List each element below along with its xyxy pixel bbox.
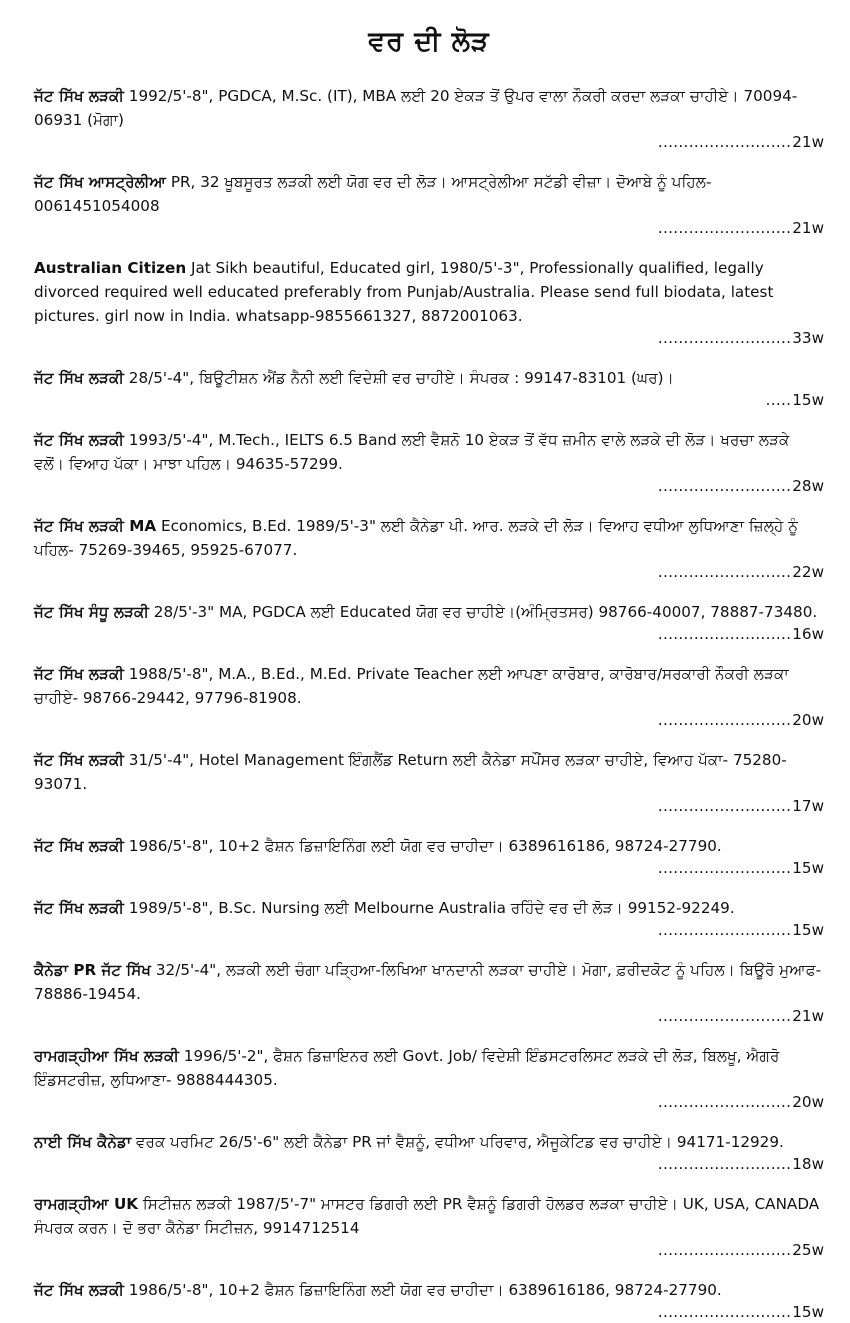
ad-text xyxy=(34,1130,824,1154)
ad-reference xyxy=(34,1006,824,1027)
ad-reference xyxy=(34,476,824,497)
ad-body: 28/5'-4", ਬਿਊਟੀਸ਼ਨ ਐਂਡ ਨੈਨੀ ਲਈ ਵਿਦੇਸ਼ੀ ਵਰ ਚਾਹੀਏ। ਸੰਪਰਕ : 99147-83101 (ਘਰ)। xyxy=(123,369,674,387)
ad-reference xyxy=(34,562,824,583)
ad-text xyxy=(34,834,824,858)
ad-listing xyxy=(34,1278,824,1323)
ad-body: ਵਰਕ ਪਰਮਿਟ 26/5'-6" ਲਈ ਕੈਨੇਡਾ PR ਜਾਂ ਵੈਸ਼ਨੂੰ, ਵਧੀਆ ਪਰਿਵਾਰ, ਐਜੂਕੇਟਿਡ ਵਰ ਚਾਹੀਏ। 94171-12929. xyxy=(131,1133,784,1151)
ad-word-count: 15w xyxy=(792,1303,824,1321)
ad-reference xyxy=(34,858,824,879)
ad-text xyxy=(34,170,824,218)
ad-listing xyxy=(34,834,824,879)
ad-word-count: 15w xyxy=(792,921,824,939)
ad-text xyxy=(34,958,824,1006)
ad-lead: ਜੱਟ ਸਿੱਖ ਲੜਕੀ xyxy=(34,87,124,105)
ad-reference xyxy=(34,1154,824,1175)
ad-lead: ਜੱਟ ਸਿੱਖ ਲੜਕੀ xyxy=(34,369,124,387)
ad-word-count: 21w xyxy=(792,1007,824,1025)
ad-leader-dots: .......................... xyxy=(657,329,792,347)
ad-lead: ਜੱਟ ਸਿੱਖ ਲੜਕੀ xyxy=(34,837,124,855)
ad-listing xyxy=(34,1044,824,1113)
ad-body: 31/5'-4", Hotel Management ਇੰਗਲੈਂਡ Return ਲਈ ਕੈਨੇਡਾ ਸਪੌਂਸਰ ਲੜਕਾ ਚਾਹੀਏ, ਵਿਆਹ ਪੱਕਾ- 75280-93071. xyxy=(34,751,787,793)
ad-lead: ਕੈਨੇਡਾ PR ਜੱਟ ਸਿੱਖ xyxy=(34,961,152,979)
ad-body: 1988/5'-8", M.A., B.Ed., M.Ed. Private Teacher ਲਈ ਆਪਣਾ ਕਾਰੋਬਾਰ, ਕਾਰੋਬਾਰ/ਸਰਕਾਰੀ ਨੌਕਰੀ ਲੜਕਾ ਚਾਹੀਏ- 98766-29442, 97796-81908. xyxy=(34,665,789,707)
ad-leader-dots: .......................... xyxy=(657,711,792,729)
ad-listing xyxy=(34,662,824,731)
ad-reference xyxy=(34,710,824,731)
ads-list xyxy=(34,84,824,1323)
ad-text xyxy=(34,514,824,562)
ad-reference xyxy=(34,390,824,411)
ad-listing xyxy=(34,170,824,239)
ad-word-count: 20w xyxy=(792,711,824,729)
ad-leader-dots: .......................... xyxy=(657,921,792,939)
ad-body: 1996/5'-2", ਫੈਸ਼ਨ ਡਿਜ਼ਾਇਨਰ ਲਈ Govt. Job/ ਵਿਦੇਸ਼ੀ ਇੰਡਸਟਰਲਿਸਟ ਲੜਕੇ ਦੀ ਲੋੜ, ਬਿਲਖੂ, ਐਗਰੋ ਇੰਡਸਟਰੀਜ਼, ਲੁਧਿਆਣਾ- 9888444305. xyxy=(34,1047,780,1089)
ad-listing xyxy=(34,1130,824,1175)
ad-body: 28/5'-3" MA, PGDCA ਲਈ Educated ਯੋਗ ਵਰ ਚਾਹੀਏ।(ਅੰਮ੍ਰਿਤਸਰ) 98766-40007, 78887-73480. xyxy=(148,603,818,621)
ad-lead: ਜੱਟ ਸਿੱਖ ਸੰਧੂ ਲੜਕੀ xyxy=(34,603,149,621)
ad-word-count: 21w xyxy=(792,133,824,151)
ad-leader-dots: .......................... xyxy=(657,797,792,815)
ad-text xyxy=(34,748,824,796)
ad-leader-dots: .......................... xyxy=(657,1241,792,1259)
page-title: ਵਰ ਦੀ ਲੋੜ xyxy=(368,26,490,57)
ad-lead: ਜੱਟ ਸਿੱਖ ਲੜਕੀ xyxy=(34,431,124,449)
ad-text xyxy=(34,896,824,920)
ad-leader-dots: .......................... xyxy=(657,1007,792,1025)
ad-word-count: 33w xyxy=(792,329,824,347)
ad-word-count: 20w xyxy=(792,1093,824,1111)
ad-text xyxy=(34,1278,824,1302)
ad-text xyxy=(34,1192,824,1240)
ad-text xyxy=(34,256,824,328)
ad-leader-dots: .......................... xyxy=(657,859,792,877)
ad-lead: ਜੱਟ ਸਿੱਖ ਲੜਕੀ xyxy=(34,665,124,683)
ad-listing xyxy=(34,600,824,645)
ad-leader-dots: ..... xyxy=(765,391,792,409)
ad-reference xyxy=(34,328,824,349)
ad-reference xyxy=(34,920,824,941)
ad-lead: Australian Citizen xyxy=(34,259,187,277)
ad-text xyxy=(34,428,824,476)
ad-reference xyxy=(34,1092,824,1113)
ad-text xyxy=(34,662,824,710)
ad-body: 1993/5'-4", M.Tech., IELTS 6.5 Band ਲਈ ਵੈਸ਼ਨੋ 10 ਏਕੜ ਤੋਂ ਵੱਧ ਜ਼ਮੀਨ ਵਾਲੇ ਲੜਕੇ ਦੀ ਲੋੜ। ਖਰਚਾ ਲੜਕੇ ਵਲੋਂ। ਵਿਆਹ ਪੱਕਾ। ਮਾਝਾ ਪਹਿਲ। 94635-57299. xyxy=(34,431,790,473)
ad-word-count: 15w xyxy=(792,859,824,877)
ad-leader-dots: .......................... xyxy=(657,477,792,495)
ad-listing xyxy=(34,428,824,497)
ad-lead: ਜੱਟ ਸਿੱਖ ਆਸਟ੍ਰੇਲੀਆ xyxy=(34,173,167,191)
ad-listing xyxy=(34,1192,824,1261)
ad-listing xyxy=(34,366,824,411)
ad-lead: ਜੱਟ ਸਿੱਖ ਲੜਕੀ xyxy=(34,751,124,769)
ad-word-count: 15w xyxy=(792,391,824,409)
ad-listing xyxy=(34,748,824,817)
ad-reference xyxy=(34,796,824,817)
ad-listing xyxy=(34,896,824,941)
ad-lead: ਜੱਟ ਸਿੱਖ ਲੜਕੀ xyxy=(34,899,124,917)
ad-word-count: 18w xyxy=(792,1155,824,1173)
ad-leader-dots: .......................... xyxy=(657,563,792,581)
ad-word-count: 28w xyxy=(792,477,824,495)
ad-word-count: 21w xyxy=(792,219,824,237)
ad-text xyxy=(34,1044,824,1092)
ad-body: Economics, B.Ed. 1989/5'-3" ਲਈ ਕੈਨੇਡਾ ਪੀ. ਆਰ. ਲੜਕੇ ਦੀ ਲੋੜ। ਵਿਆਹ ਵਧੀਆ ਲੁਧਿਆਣਾ ਜ਼ਿਲ੍ਹੇ ਨੂੰ ਪਹਿਲ- 75269-39465, 95925-67077. xyxy=(34,517,798,559)
ad-listing xyxy=(34,84,824,153)
ad-word-count: 22w xyxy=(792,563,824,581)
ad-lead: ਰਾਮਗੜ੍ਹੀਆ ਸਿੱਖ ਲੜਕੀ xyxy=(34,1047,179,1065)
ad-body: 1986/5'-8", 10+2 ਫੈਸ਼ਨ ਡਿਜ਼ਾਇਨਿੰਗ ਲਈ ਯੋਗ ਵਰ ਚਾਹੀਦਾ। 6389616186, 98724-27790. xyxy=(123,1281,722,1299)
ad-leader-dots: .......................... xyxy=(657,219,792,237)
ad-leader-dots: .......................... xyxy=(657,1093,792,1111)
ad-word-count: 17w xyxy=(792,797,824,815)
ad-lead: ਜੱਟ ਸਿੱਖ ਲੜਕੀ xyxy=(34,1281,124,1299)
ad-reference xyxy=(34,218,824,239)
ad-text xyxy=(34,366,824,390)
ad-leader-dots: .......................... xyxy=(657,1155,792,1173)
ad-word-count: 25w xyxy=(792,1241,824,1259)
ad-text xyxy=(34,84,824,132)
ad-reference xyxy=(34,1302,824,1323)
ad-body: ਸਿਟੀਜ਼ਨ ਲੜਕੀ 1987/5'-7" ਮਾਸਟਰ ਡਿਗਰੀ ਲਈ PR ਵੈਸ਼ਨੂੰ ਡਿਗਰੀ ਹੋਲਡਰ ਲੜਕਾ ਚਾਹੀਏ। UK, USA, CANADA ਸੰਪਰਕ ਕਰਨ। ਦੋ ਭਰਾ ਕੈਨੇਡਾ ਸਿਟੀਜ਼ਨ, 9914712514 xyxy=(34,1195,820,1237)
ad-lead: ਰਾਮਗੜ੍ਹੀਆ UK xyxy=(34,1195,139,1213)
ad-body: 1992/5'-8", PGDCA, M.Sc. (IT), MBA ਲਈ 20 ਏਕੜ ਤੋਂ ਉਪਰ ਵਾਲਾ ਨੌਕਰੀ ਕਰਦਾ ਲੜਕਾ ਚਾਹੀਏ। 70094-06931 (ਮੋਗਾ) xyxy=(34,87,798,129)
ad-body: PR, 32 ਖੂਬਸੂਰਤ ਲੜਕੀ ਲਈ ਯੋਗ ਵਰ ਦੀ ਲੋੜ। ਆਸਟ੍ਰੇਲੀਆ ਸਟੱਡੀ ਵੀਜ਼ਾ। ਦੋਆਬੇ ਨੂੰ ਪਹਿਲ- 0061451054008 xyxy=(34,173,712,215)
ad-reference xyxy=(34,1240,824,1261)
ad-body: 1986/5'-8", 10+2 ਫੈਸ਼ਨ ਡਿਜ਼ਾਇਨਿੰਗ ਲਈ ਯੋਗ ਵਰ ਚਾਹੀਦਾ। 6389616186, 98724-27790. xyxy=(123,837,722,855)
ad-listing xyxy=(34,514,824,583)
ad-body: 1989/5'-8", B.Sc. Nursing ਲਈ Melbourne Australia ਰਹਿੰਦੇ ਵਰ ਦੀ ਲੋੜ। 99152-92249. xyxy=(123,899,735,917)
ad-lead: ਜੱਟ ਸਿੱਖ ਲੜਕੀ MA xyxy=(34,517,157,535)
ad-leader-dots: .......................... xyxy=(657,625,792,643)
ad-lead: ਨਾਈ ਸਿੱਖ ਕੈਨੇਡਾ xyxy=(34,1133,132,1151)
ad-leader-dots: .......................... xyxy=(657,133,792,151)
ad-reference xyxy=(34,132,824,153)
ad-listing xyxy=(34,958,824,1027)
ad-word-count: 16w xyxy=(792,625,824,643)
ad-listing xyxy=(34,256,824,349)
ad-reference xyxy=(34,624,824,645)
ad-body: Jat Sikh beautiful, Educated girl, 1980/5'-3", Professionally qualified, legally divorced required well educated preferably from Punjab/Australia. Please send full biodata, latest pictures. girl now in India. whatsapp-9855661327, 8872001063. xyxy=(34,259,774,325)
ad-text xyxy=(34,600,824,624)
ad-leader-dots: .......................... xyxy=(657,1303,792,1321)
ad-body: 32/5'-4", ਲੜਕੀ ਲਈ ਚੰਗਾ ਪੜ੍ਹਿਆ-ਲਿਖਿਆ ਖਾਨਦਾਨੀ ਲੜਕਾ ਚਾਹੀਏ। ਮੋਗਾ, ਫ਼ਰੀਦਕੋਟ ਨੂੰ ਪਹਿਲ। ਬਿਊਰੋ ਮੁਆਫ- 78886-19454. xyxy=(34,961,822,1003)
